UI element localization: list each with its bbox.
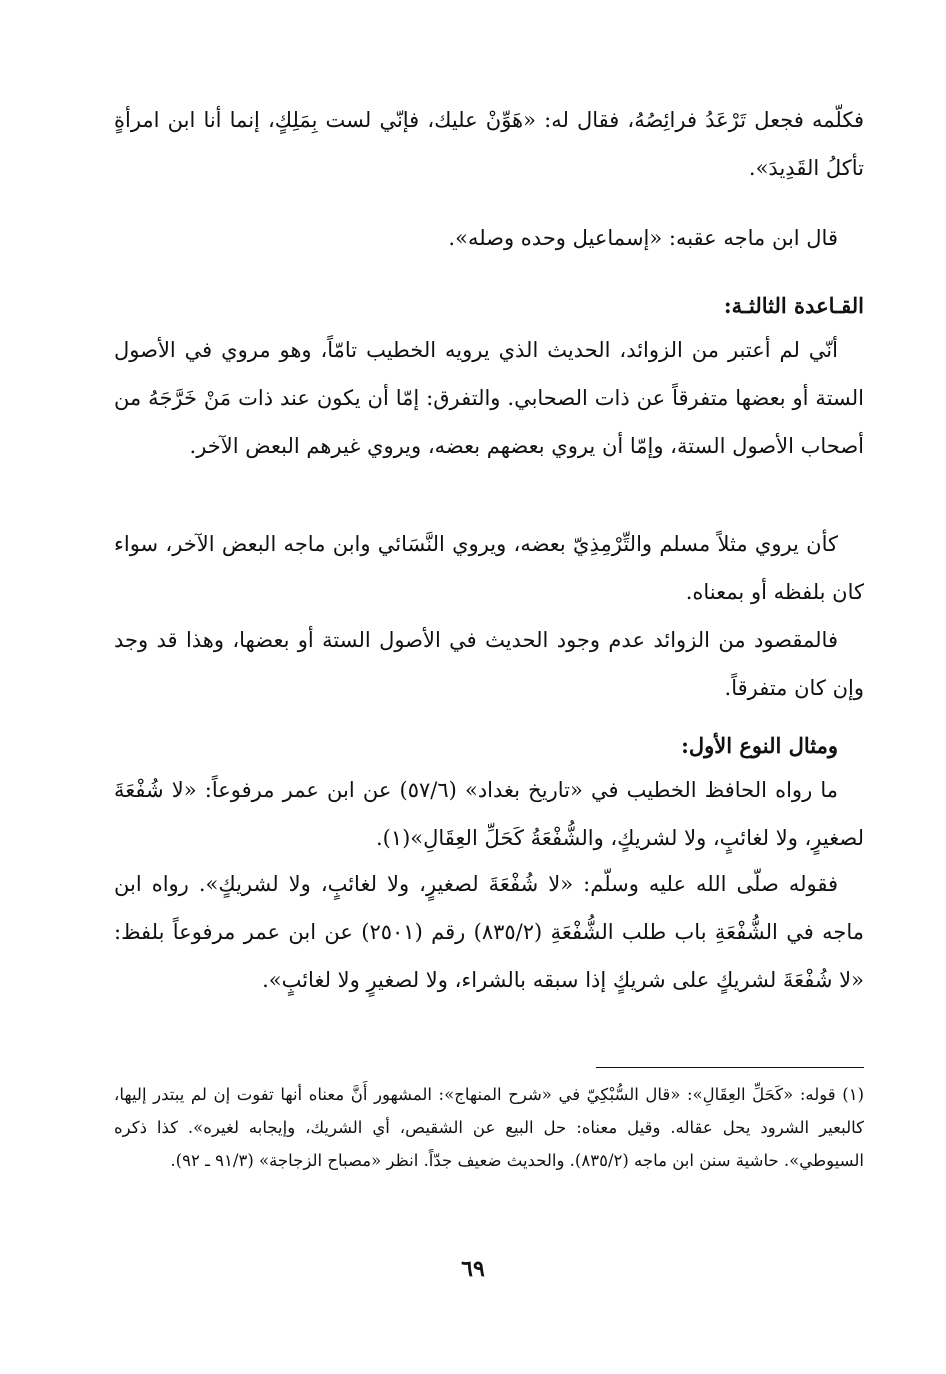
paragraph-text: كأن يروي مثلاً مسلم والتِّرْمِذِيّ بعضه، ويروي النَّسَائي وابن ماجه البعض الآخر، سواء كان بلفظه أو بمعناه.	[114, 532, 864, 604]
paragraph-continuation	[114, 96, 864, 192]
paragraph-text: فكلّمه فجعل تَرْعَدُ فرائِصُهُ، فقال له: «هَوِّنْ عليك، فإنّي لست بِمَلِكٍ، إنما أنا ابن امرأةٍ تأكلُ القَدِيدَ».	[114, 108, 864, 180]
paragraph-text: ما رواه الحافظ الخطيب في «تاريخ بغداد» (٥٧/٦) عن ابن عمر مرفوعاً: «لا شُفْعَةَ لصغيرٍ، ولا لغائبٍ، ولا لشريكٍ، والشُّفْعَةُ كَحَلِّ العِقَالِ»(١).	[114, 778, 864, 850]
paragraph-example-split	[114, 520, 864, 616]
section-heading-third-rule	[114, 282, 864, 330]
paragraph-rule-definition	[114, 326, 864, 470]
heading-text: القـاعدة الثالثـة:	[723, 293, 864, 318]
paragraph-text: أنّي لم أعتبر من الزوائد، الحديث الذي يرويه الخطيب تامّاً، وهو مروي في الأصول الستة أو بعضها متفرقاً عن ذات الصحابي. والتفرق: إمّا أن يكون عند ذات مَنْ خَرَّجَهُ من أصحاب الأصول الستة، وإمّا أن يروي بعضهم بعضه، ويروي غيرهم البعض الآخر.	[114, 338, 864, 458]
page-number: ٦٩	[461, 1256, 485, 1282]
paragraph-ibn-majah-note	[114, 214, 864, 262]
heading-text: ومثال النوع الأول:	[681, 733, 838, 758]
footnote	[114, 1078, 864, 1177]
section-heading-first-type	[114, 722, 864, 770]
footnote-text: (١) قوله: «كَحَلِّ العِقَالِ»: «قال السُّبْكِيّ في «شرح المنهاج»: المشهور أَنَّ معناه أنها تفوت إن لم يبتدر إليها، كالبعير الشرود يحل عقاله. وقيل معناه: حل البيع عن الشقيص، أي الشريك، وإيجابه لغيره». كذا ذكره السيوطي». حاشية سنن ابن ماجه (٨٣٥/٢). والحديث ضعيف جدّاً. انظر «مصباح الزجاجة» (٩١/٣ ـ ٩٢).	[114, 1085, 864, 1170]
paragraph-ibn-majah-narration	[114, 860, 864, 1004]
paragraph-text: فقوله صلّى الله عليه وسلّم: «لا شُفْعَةَ لصغيرٍ، ولا لغائبٍ، ولا لشريكٍ». رواه ابن ماجه في الشُّفْعَةِ باب طلب الشُّفْعَةِ (٨٣٥/٢) رقم (٢٥٠١) عن ابن عمر مرفوعاً بلفظ: «لا شُفْعَةَ لشريكٍ على شريكٍ إذا سبقه بالشراء، ولا لصغيرٍ ولا لغائبٍ».	[114, 872, 864, 992]
paragraph-khatib-narration	[114, 766, 864, 862]
paragraph-text: فالمقصود من الزوائد عدم وجود الحديث في الأصول الستة أو بعضها، وهذا قد وجد وإن كان متفرقاً.	[114, 628, 864, 700]
footnote-divider	[596, 1067, 864, 1068]
paragraph-purpose	[114, 616, 864, 712]
paragraph-text: قال ابن ماجه عقبه: «إسماعيل وحده وصله».	[448, 226, 838, 250]
